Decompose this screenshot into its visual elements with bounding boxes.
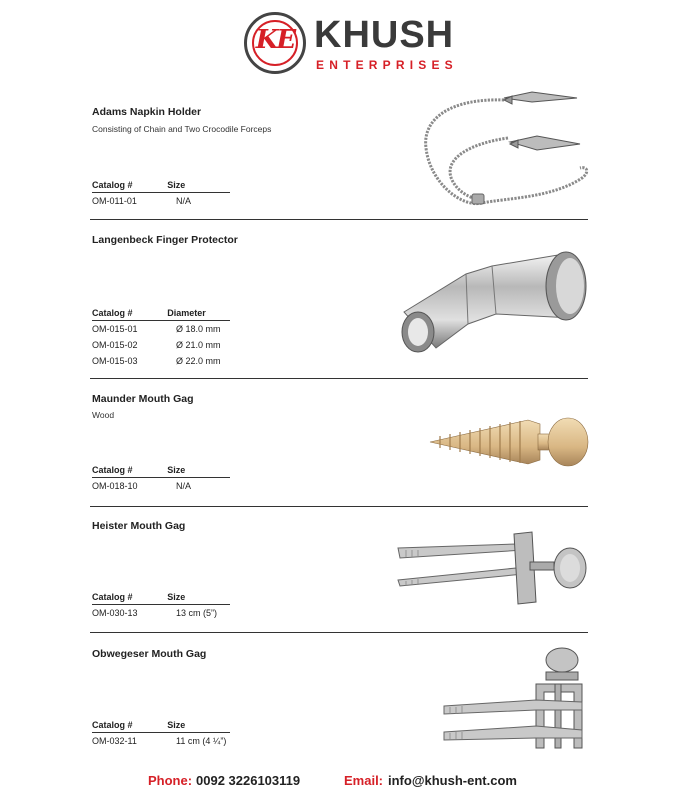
catalog-col-header: Catalog #: [92, 720, 133, 730]
table-row: [92, 321, 246, 337]
product-title: Adams Napkin Holder: [92, 106, 202, 118]
product-title: Langenbeck Finger Protector: [92, 234, 238, 246]
product-title: Maunder Mouth Gag: [92, 393, 194, 405]
table-row: [92, 478, 246, 494]
size-value: N/A: [176, 196, 192, 206]
diameter-value: Ø 21.0 mm: [176, 340, 221, 350]
diameter-col-header: Diameter: [167, 308, 206, 318]
table-row: [92, 193, 246, 209]
catalog-number: OM-015-02: [92, 340, 138, 350]
phone-label: Phone:: [148, 773, 193, 788]
catalog-col-header: Catalog #: [92, 465, 133, 475]
catalog-table: [92, 308, 246, 369]
product-title: Heister Mouth Gag: [92, 520, 186, 532]
catalog-table: [92, 592, 246, 621]
catalog-col-header: Catalog #: [92, 308, 133, 318]
table-row: [92, 337, 246, 353]
catalog-number: OM-030-13: [92, 608, 138, 618]
email-label: Email:: [344, 773, 384, 788]
napkin-holder-image: [412, 88, 592, 218]
brand-tagline: ENTERPRISES: [316, 58, 458, 72]
table-header: [92, 592, 230, 605]
size-value: N/A: [176, 481, 192, 491]
brand-name: KHUSH: [314, 14, 455, 56]
catalog-number: OM-015-03: [92, 356, 138, 366]
catalog-table: [92, 465, 246, 494]
table-header: [92, 720, 230, 733]
obwegeser-mouth-gag-image: [442, 644, 590, 754]
catalog-number: OM-032-11: [92, 736, 137, 746]
heister-mouth-gag-image: [396, 528, 592, 610]
table-row: [92, 605, 246, 621]
catalog-table: [92, 180, 246, 209]
contact-footer: [0, 773, 689, 791]
size-col-header: Size: [167, 180, 186, 190]
catalog-number: OM-015-01: [92, 324, 138, 334]
logo-emblem: [244, 12, 306, 74]
diameter-value: Ø 18.0 mm: [176, 324, 221, 334]
table-header: [92, 180, 230, 193]
table-header: [92, 308, 230, 321]
table-header: [92, 465, 230, 478]
catalog-col-header: Catalog #: [92, 180, 133, 190]
catalog-number: OM-011-01: [92, 196, 137, 206]
section-divider: [90, 632, 588, 633]
product-subtitle: Consisting of Chain and Two Crocodile Forceps: [92, 124, 272, 134]
diameter-value: Ø 22.0 mm: [176, 356, 221, 366]
section-divider: [90, 378, 588, 379]
brand-logo: [244, 12, 458, 78]
phone-number: 0092 3226103119: [196, 773, 301, 788]
size-col-header: Size: [167, 720, 186, 730]
wooden-mouth-gag-image: [428, 414, 592, 474]
table-row: [92, 353, 246, 369]
table-row: [92, 733, 246, 749]
section-divider: [90, 219, 588, 220]
size-col-header: Size: [167, 465, 186, 475]
email-address[interactable]: info@khush-ent.com: [388, 773, 517, 788]
catalog-table: [92, 720, 246, 749]
product-subtitle: Wood: [92, 410, 115, 420]
logo-monogram: KE: [255, 25, 295, 55]
finger-protector-image: [396, 250, 592, 358]
product-title: Obwegeser Mouth Gag: [92, 648, 207, 660]
catalog-col-header: Catalog #: [92, 592, 133, 602]
section-divider: [90, 506, 588, 507]
size-value: 11 cm (4 ¼”): [176, 736, 227, 746]
catalog-number: OM-018-10: [92, 481, 138, 491]
size-col-header: Size: [167, 592, 186, 602]
size-value: 13 cm (5”): [176, 608, 218, 618]
